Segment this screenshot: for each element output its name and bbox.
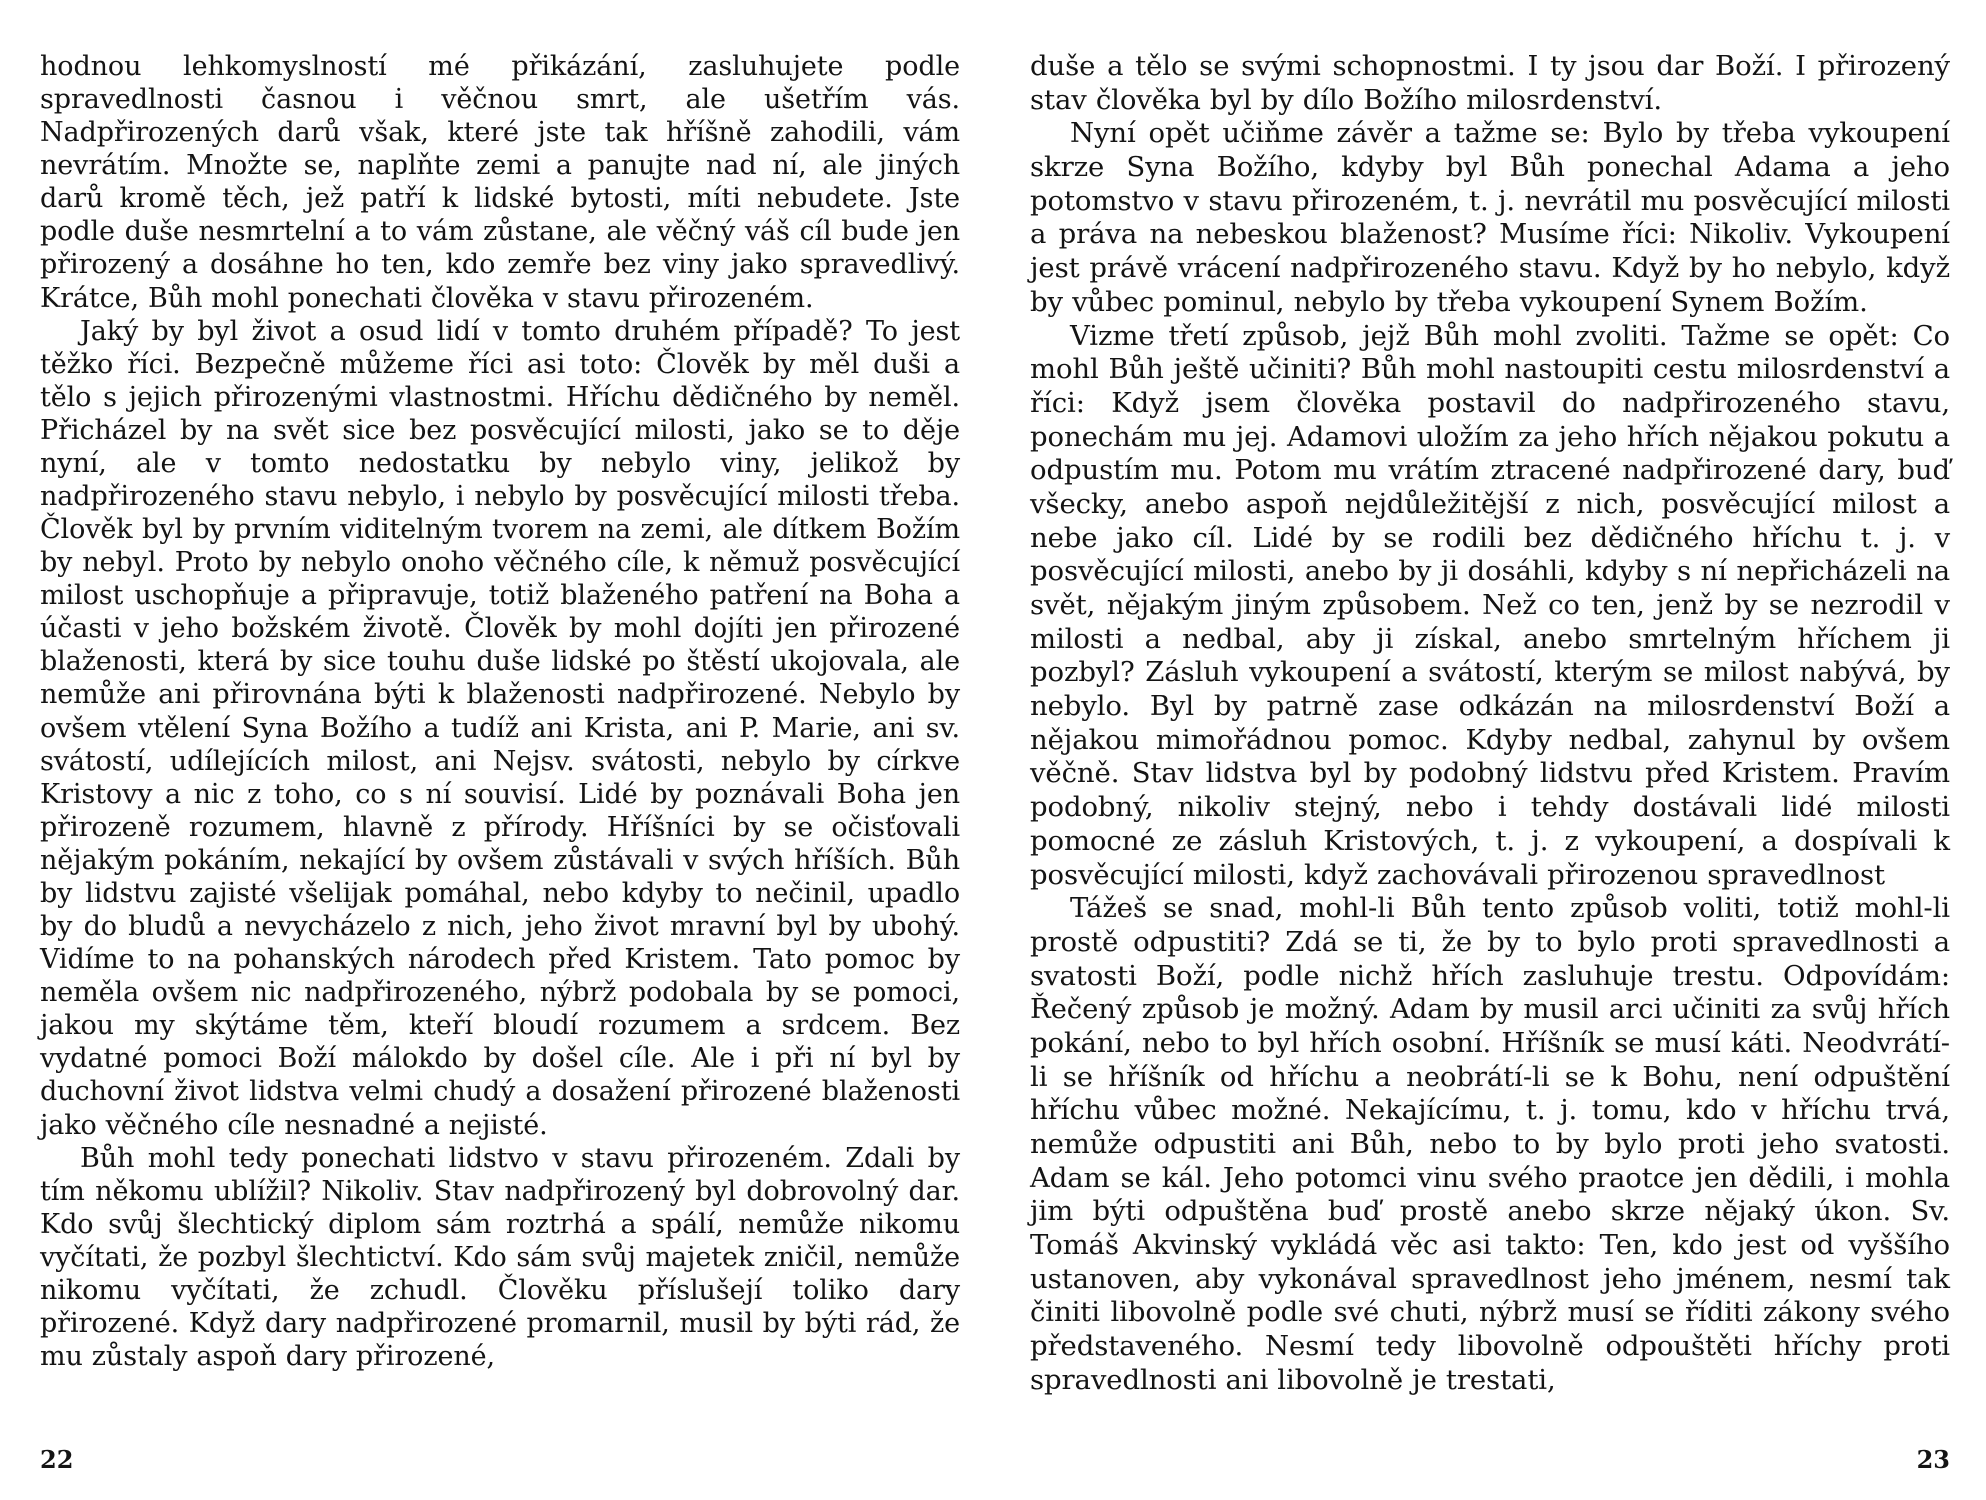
left-paragraph-1: hodnou lehkomyslností mé přikázání, zasluhujete podle spravedlnosti časnou i věčnou smrt, ale ušetřím vás. Nadpřirozených darů však, které jste tak hříšně zahodili, vám nevrátím. Množte se, naplňte zemi a panujte nad ní, ale jiných darů kromě těch, jež patří k lidské bytosti, míti nebudete. Jste podle duše nesmrtelní a to vám zůstane, ale věčný váš cíl bude jen přirozený a dosáhne ho ten, kdo zemře bez viny jako spravedlivý. Krátce, Bůh mohl ponechati člověka v stavu přirozeném. — [40, 51, 960, 314]
right-paragraph-3: Vizme třetí způsob, jejž Bůh mohl zvoliti. Tažme se opět: Co mohl Bůh ještě učiniti? Bůh mohl nastoupiti cestu milosrdenství a říci: Když jsem člověka postavil do nadpřirozeného stavu, ponechám mu jej. Adamovi uložím za jeho hřích nějakou pokutu a odpustím mu. Potom mu vrátím ztracené nadpřirozené dary, buď všecky, anebo aspoň nejdůležitější z nich, posvěcující milost a nebe jako cíl. Lidé by se rodili bez dědičného hříchu t. j. v posvěcující milosti, anebo by ji dosáhli, kdyby s ní nepřicházeli na svět, nějakým jiným způsobem. Než co ten, jenž by se nezrodil v milosti a nedbal, aby ji získal, anebo smrtelným hříchem ji pozbyl? Zásluh vykoupení a svátostí, kterým se milost nabývá, by nebylo. Byl by patrně zase odkázán na milosrdenství Boží a nějakou mimořádnou pomoc. Kdyby nedbal, zahynul by ovšem věčně. Stav lidstva byl by podobný lidstvu před Kristem. Pravím podobný, nikoliv stejný, nebo i tehdy dostávali lidé milosti pomocné ze zásluh Kristových, t. j. z vykoupení, a dospívali k posvěcující milosti, když zachovávali přirozenou spravedlnost — [1030, 319, 1950, 891]
right-text-column — [1030, 50, 1950, 1398]
right-paragraph-2: Nyní opět učiňme závěr a tažme se: Bylo by třeba vykoupení skrze Syna Božího, kdyby byl Bůh ponechal Adama a jeho potomstvo v stavu přirozeném, t. j. nevrátil mu posvěcující milosti a práva na nebeskou blaženost? Musíme říci: Nikoliv. Vykoupení jest právě vrácení nadpřirozeného stavu. Když by ho nebylo, když by vůbec pominul, nebylo by třeba vykoupení Synem Božím. — [1030, 117, 1950, 318]
left-paragraph-3: Bůh mohl tedy ponechati lidstvo v stavu přirozeném. Zdali by tím někomu ublížil? Nikoliv. Stav nadpřirozený byl dobrovolný dar. Kdo svůj šlechtický diplom sám roztrhá a spálí, nemůže nikomu vyčítati, že pozbyl šlechtictví. Kdo sám svůj majetek zničil, nemůže nikomu vyčítati, že zchudl. Člověku příslušejí toliko dary přirozené. Když dary nadpřirozené promarnil, musil by býti rád, že mu zůstaly aspoň dary přirozené, — [40, 1142, 960, 1373]
page-number-left: 22 — [40, 1445, 74, 1474]
right-paragraph-4: Tážeš se snad, mohl-li Bůh tento způsob voliti, totiž mohl-li prostě odpustiti? Zdá se ti, že by to bylo proti spravedlnosti a svatosti Boží, podle nichž hřích zasluhuje trestu. Odpovídám: Řečený způsob je možný. Adam by musil arci učiniti za svůj hřích pokání, nebo to byl hřích osobní. Hříšník se musí káti. Neodvrátí-li se hříšník od hříchu a neobrátí-li se k Bohu, není odpuštění hříchu vůbec možné. Nekajícímu, t. j. tomu, kdo v hříchu trvá, nemůže odpustiti ani Bůh, nebo to by bylo proti jeho svatosti. Adam se kál. Jeho potomci vinu svého praotce jen dědili, i mohla jim býti odpuštěna buď prostě anebo skrze nějaký úkon. Sv. Tomáš Akvinský vykládá věc asi takto: Ten, kdo jest od vyššího ustanoven, aby vykonával spravedlnost jeho jménem, nesmí tak činiti libovolně podle své chuti, nýbrž musí se říditi zákony svého představeného. Nesmí tedy libovolně odpouštěti hříchy proti spravedlnosti ani libovolně je trestati, — [1030, 892, 1950, 1396]
left-page — [40, 50, 960, 1474]
right-page — [1030, 50, 1950, 1474]
right-paragraph-1: duše a tělo se svými schopnostmi. I ty jsou dar Boží. I přirozený stav člověka byl by dílo Božího milosrdenství. — [1030, 50, 1950, 116]
left-text-column — [40, 50, 960, 1373]
left-paragraph-2: Jaký by byl život a osud lidí v tomto druhém případě? To jest těžko říci. Bezpečně můžeme říci asi toto: Člověk by měl duši a tělo s jejich přirozenými vlastnostmi. Hříchu dědičného by neměl. Přicházel by na svět sice bez posvěcující milosti, jako se to děje nyní, ale v tomto nedostatku by nebylo viny, jelikož by nadpřirozeného stavu nebylo, i nebylo by posvěcující milosti třeba. Člověk byl by prvním viditelným tvorem na zemi, ale dítkem Božím by nebyl. Proto by nebylo onoho věčného cíle, k němuž posvěcující milost uschopňuje a připravuje, totiž blaženého patření na Boha a účasti v jeho božském životě. Člověk by mohl dojíti jen přirozené blaženosti, která by sice touhu duše lidské po štěstí ukojovala, ale nemůže ani přirovnána býti k blaženosti nadpřirozené. Nebylo by ovšem vtělení Syna Božího a tudíž ani Krista, ani P. Marie, ani sv. svátostí, udílejících milost, ani Nejsv. svátosti, nebylo by církve Kristovy a nic z toho, co s ní souvisí. Lidé by poznávali Boha jen přirozeně rozumem, hlavně z přírody. Hříšníci by se očisťovali nějakým pokáním, nekající by ovšem zůstávali v svých hříších. Bůh by lidstvu zajisté všelijak pomáhal, nebo kdyby to nečinil, upadlo by do bludů a nevycházelo z nich, jeho život mravní byl by ubohý. Vidíme to na pohanských národech před Kristem. Tato pomoc by neměla ovšem nic nadpřirozeného, nýbrž podobala by se pomoci, jakou my skýtáme těm, kteří bloudí rozumem a srdcem. Bez vydatné pomoci Boží málokdo by došel cíle. Ale i při ní byl by duchovní život lidstva velmi chudý a dosažení přirozené blaženosti jako věčného cíle nesnadné a nejisté. — [40, 315, 960, 1141]
page-number-right: 23 — [1916, 1445, 1950, 1474]
